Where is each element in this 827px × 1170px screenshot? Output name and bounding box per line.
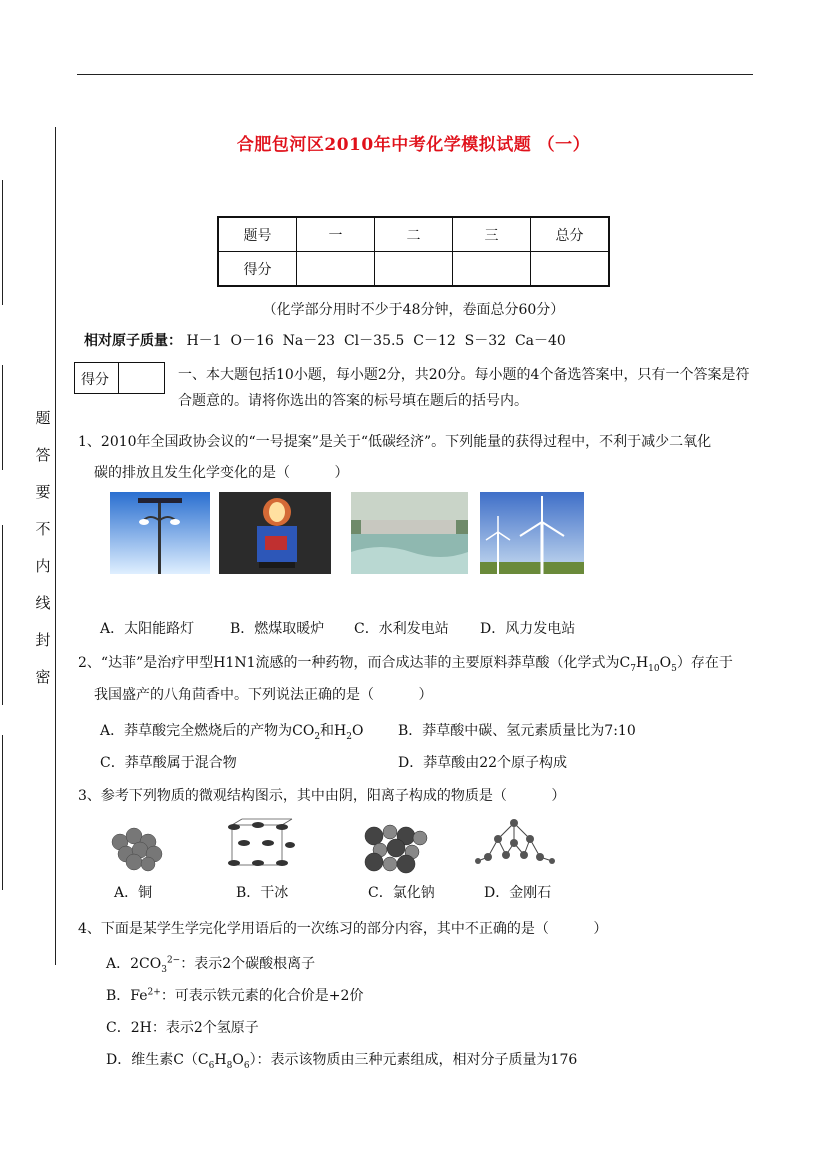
score-table-header: 三	[453, 217, 531, 252]
q2-option-c: C．莽草酸属于混合物	[100, 755, 237, 771]
wind-turbine-image	[480, 492, 584, 574]
q4-opt-sub: 6	[243, 1060, 250, 1071]
score-cell[interactable]	[375, 252, 453, 287]
score-cell[interactable]	[531, 252, 610, 287]
score-table-header: 总分	[531, 217, 610, 252]
q4-opt-sub: 6	[208, 1060, 215, 1071]
q2-text: H	[635, 655, 649, 671]
section-instructions: 一、本大题包括10小题，每小题2分，共20分。每小题的4个备选答案中，只有一个答案是符合题意的。请将你选出的答案的标号填在题后的括号内。	[178, 367, 750, 409]
q4-opt-text: B．Fe	[106, 988, 148, 1004]
q4-opt-sup: 2+	[147, 987, 161, 998]
question-1-line-2: 碳的排放且发生化学变化的是（ ）	[94, 465, 349, 481]
q2-opt-text: O	[352, 723, 364, 739]
q3-option-c: C．氯化钠	[368, 885, 435, 901]
binding-char: 封	[35, 631, 51, 649]
binding-char: 题	[35, 409, 51, 427]
q4-opt-sub: 3	[161, 964, 167, 975]
q4-option-a	[106, 953, 315, 975]
q2-text: O	[659, 655, 672, 671]
binding-char: 答	[35, 446, 51, 464]
section-score-label: 得分	[81, 372, 109, 388]
q4-opt-sup: 2−	[166, 955, 181, 966]
solar-street-lamp-image	[110, 492, 210, 574]
question-2-line-2: 我国盛产的八角茴香中。下列说法正确的是（ ）	[94, 687, 433, 703]
q1-option-a: A．太阳能路灯	[100, 621, 195, 637]
q4-opt-text: H	[214, 1052, 227, 1068]
q2-opt-text: A．莽草酸完全燃烧后的产物为CO	[100, 723, 315, 739]
score-cell[interactable]	[297, 252, 375, 287]
score-table-header: 二	[375, 217, 453, 252]
atomic-masses-values: H－1 O－16 Na－23 Cl－35.5 C－12 S－32 Ca－40	[186, 333, 566, 349]
q2-option-b: B．莽草酸中碳、氢元素质量比为7:10	[398, 723, 636, 739]
q2-sub: 10	[648, 663, 660, 674]
binding-char: 密	[35, 668, 51, 686]
question-2-line-1	[78, 650, 733, 682]
score-row-label: 得分	[218, 252, 297, 287]
q2-sub: 5	[671, 663, 677, 674]
coal-stove-image	[219, 492, 331, 574]
question-4-line-1: 4、下面是某学生学完化学用语后的一次练习的部分内容，其中不正确的是（ ）	[78, 921, 608, 937]
q2-text: ）存在于	[676, 655, 733, 671]
question-3-line-1: 3、参考下列物质的微观结构图示，其中由阴，阳离子构成的物质是（ ）	[78, 788, 566, 804]
score-table-header: 一	[297, 217, 375, 252]
q2-opt-sub: 2	[346, 731, 352, 742]
sodium-chloride-structure-image	[360, 818, 430, 876]
q4-opt-text: ）：表示该物质由三种元素组成，相对分子质量为176	[249, 1052, 578, 1068]
time-note: （化学部分用时不少于48分钟，卷面总分60分）	[262, 302, 565, 318]
copper-structure-image	[106, 820, 170, 874]
binding-line-4	[2, 735, 3, 890]
binding-char: 要	[35, 483, 51, 501]
binding-rule	[55, 127, 56, 965]
section-score-box	[74, 362, 165, 394]
score-cell[interactable]	[453, 252, 531, 287]
binding-char: 不	[35, 520, 51, 538]
binding-line-3	[2, 525, 3, 705]
q3-option-a: A．铜	[114, 885, 153, 901]
q4-opt-text: O	[232, 1052, 244, 1068]
q2-option-a	[100, 720, 363, 742]
binding-char: 线	[35, 594, 51, 612]
diamond-structure-image	[468, 815, 560, 877]
score-table	[217, 216, 610, 287]
q4-opt-text: A．2CO	[106, 956, 162, 972]
q2-opt-sub: 2	[314, 731, 321, 742]
q4-opt-text: ：可表示铁元素的化合价是+2价	[160, 988, 364, 1004]
atomic-masses	[84, 330, 566, 350]
score-table-header: 题号	[218, 217, 297, 252]
q1-option-c: C．水利发电站	[354, 621, 449, 637]
q4-option-d	[106, 1049, 577, 1071]
dry-ice-structure-image	[218, 815, 298, 877]
binding-char: 内	[35, 557, 51, 575]
binding-line-1	[2, 180, 3, 305]
q2-option-d: D．莽草酸由22个原子构成	[398, 755, 568, 771]
hydro-station-image	[351, 492, 468, 574]
atomic-masses-label: 相对原子质量：	[84, 333, 182, 349]
score-table-row	[218, 252, 609, 287]
binding-line-2	[2, 365, 3, 470]
question-1-line-1: 1、2010年全国政协会议的“一号提案”是关于“低碳经济”。下列能量的获得过程中，不利于减少二氧化	[78, 434, 712, 450]
q3-option-b: B．干冰	[236, 885, 289, 901]
q4-option-b	[106, 985, 363, 1005]
q2-opt-text: 和H	[320, 723, 347, 739]
q3-option-d: D．金刚石	[484, 885, 552, 901]
q2-text: 2、“达菲”是治疗甲型H1N1流感的一种药物，而合成达菲的主要原料莽草酸（化学式为C	[78, 655, 631, 671]
page-title: 合肥包河区2010年中考化学模拟试题 （一）	[236, 135, 591, 155]
header-rule	[77, 74, 753, 75]
q4-option-c: C．2H：表示2个氢原子	[106, 1020, 259, 1036]
q4-opt-text: ：表示2个碳酸根离子	[180, 956, 316, 972]
q2-sub: 7	[630, 663, 636, 674]
q4-opt-sub: 8	[226, 1060, 233, 1071]
q1-option-b: B．燃煤取暖炉	[230, 621, 325, 637]
q1-option-d: D．风力发电站	[480, 621, 576, 637]
q4-opt-text: D．维生素C（C	[106, 1052, 209, 1068]
score-table-header-row	[218, 217, 609, 252]
